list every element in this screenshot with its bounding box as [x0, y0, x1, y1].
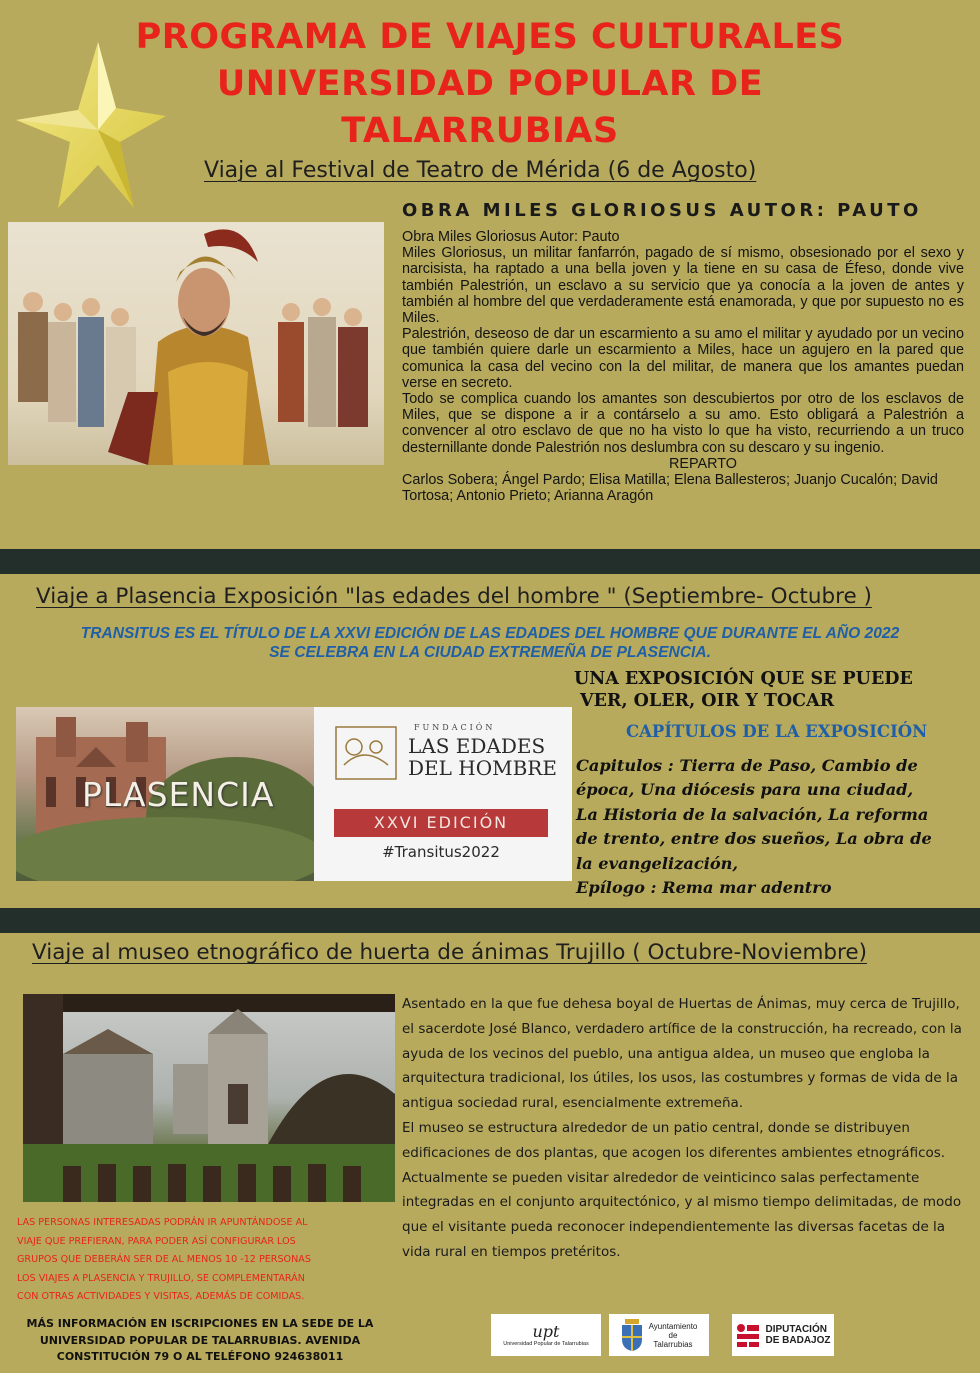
diputacion-logo-line-2: DE BADAJOZ [765, 1335, 831, 1346]
edades-name-line-2: DEL HOMBRE [408, 756, 557, 780]
trip2-chapters [576, 754, 932, 900]
trip1-cast-label: REPARTO [669, 455, 737, 472]
trip2-heading: Viaje a Plasencia Exposición "las edades del hombre " (Septiembre- Octubre ) [36, 584, 872, 609]
plasencia-label: PLASENCIA [82, 775, 275, 814]
trip2-intro [0, 624, 980, 662]
trip1-paragraph-4: Todo se complica cuando los amantes son descubiertos por otro de los esclavos de Miles, que se dispone a ir a contárselo a su amo. Esto obligará a Palestrión a convencer al otro esclavo de que no ha visto lo que ha visto, recurriendo a un truco desternillante donde Palestrión nos deslumbra con su descaro y su ingenio. [402, 391, 964, 456]
page-title-line-3: TALARRUBIAS [341, 111, 619, 151]
upt-logo-mark: upt [532, 1322, 560, 1341]
footer-info [0, 1316, 400, 1366]
footer-notice-line-3: GRUPOS QUE DEBERÁN SER DE AL MENOS 10 -12 PERSONAS [17, 1254, 311, 1266]
trip2-chapters-line-1: Capitulos : Tierra de Paso, Cambio de [576, 756, 918, 775]
trip2-chapters-title: CAPÍTULOS DE LA EXPOSICIÓN [626, 722, 928, 741]
trip3-heading: Viaje al museo etnográfico de huerta de ánimas Trujillo ( Octubre-Noviembre) [32, 940, 868, 965]
diputacion-logo [732, 1314, 834, 1356]
trip3-paragraph-2: El museo se estructura alrededor de un patio central, donde se distribuyen edificaciones de dos plantas, que acogen los diferentes ambientes etnográficos. Actualmente se pueden visitar alrededor de veinticinco salas perfectamente integradas en el conjunto arquitectónico, y al mismo tiempo delimitadas, de modo que el visitante pueda reconocer independientemente las diversas facetas de la vida rural en tiempos pretéritos. [402, 1119, 962, 1260]
trip2-expo-line-1: UNA EXPOSICIÓN QUE SE PUEDE [574, 669, 913, 689]
coat-of-arms-icon [621, 1319, 643, 1351]
trip2-chapters-line-5: la evangelización, [576, 853, 739, 873]
trip1-image [8, 222, 384, 465]
edades-logo-panel [314, 707, 572, 881]
trip2-chapters-line-2: época, Una diócesis para una ciudad, [576, 780, 914, 800]
trip2-banner-image [16, 707, 572, 881]
ayuntamiento-logo-line-3: Talarrubias [653, 1339, 693, 1349]
trip2-expo-line-2: VER, OLER, OIR Y TOCAR [580, 691, 835, 711]
trip2-intro-line-1: TRANSITUS ES EL TÍTULO DE LA XXVI EDICIÓN DE LAS EDADES DEL HOMBRE QUE DURANTE EL AÑO 2022 [80, 625, 900, 642]
edades-hashtag: #Transitus2022 [382, 843, 500, 861]
footer-info-line-1: MÁS INFORMACIÓN EN ISCRIPCIONES EN LA SEDE DE LA [26, 1317, 374, 1330]
trip2-chapters-line-3: La Historia de la salvación, La reforma [576, 804, 929, 824]
ayuntamiento-logo-line-2: de [668, 1330, 678, 1340]
trip1-paragraph-1: Obra Miles Gloriosus Autor: Pauto [402, 229, 620, 245]
section-divider-1 [0, 549, 980, 574]
trip1-cast: Carlos Sobera; Ángel Pardo; Elisa Matilla; Elena Ballesteros; Juanjo Cucalón; David Tortosa; Antonio Prieto; Arianna Aragón [402, 472, 938, 505]
trip1-subheading: OBRA MILES GLORIOSUS AUTOR: PAUTO [402, 200, 922, 221]
page-title-line-2: UNIVERSIDAD POPULAR DE [216, 64, 764, 104]
footer-info-line-3: CONSTITUCIÓN 79 O AL TELÉFONO 924638011 [56, 1350, 344, 1363]
footer-info-line-2: UNIVERSIDAD POPULAR DE TALARRUBIAS. AVENIDA [39, 1333, 361, 1347]
footer-notice-line-2: VIAJE QUE PREFIERAN, PARA PODER ASÍ CONFIGURAR LOS [17, 1235, 296, 1247]
footer-notice-line-1: LAS PERSONAS INTERESADAS PODRÁN IR APUNTÁNDOSE AL [17, 1217, 308, 1228]
page-title-line-1: PROGRAMA DE VIAJES CULTURALES [135, 17, 845, 57]
footer-notice-line-5: CON OTRAS ACTIVIDADES Y VISITAS, ADEMÁS DE COMIDAS. [17, 1291, 305, 1303]
edades-emblem-icon [334, 725, 398, 781]
trip2-chapters-line-4: de trento, entre dos sueños, La obra de [576, 829, 932, 849]
edades-edition: XXVI EDICIÓN [334, 809, 548, 837]
trip2-intro-line-2: SE CELEBRA EN LA CIUDAD EXTREMEÑA DE PLASENCIA. [269, 644, 711, 661]
trip3-paragraph-1: Asentado en la que fue dehesa boyal de Huertas de Ánimas, muy cerca de Trujillo, el sacerdote José Blanco, verdadero artífice de la construcción, ha recreado, con la ayuda de los vecinos del pueblo, una antigua aldea, un museo que engloba la arquitectura tradicional, los útiles, los usos, las costumbres y formas de vida de la antigua sociedad rural, esencialmente extremeña. [402, 996, 962, 1112]
upt-logo [491, 1314, 601, 1356]
ayuntamiento-logo-line-1: Ayuntamiento [648, 1321, 698, 1331]
trip3-image [23, 994, 395, 1202]
edades-fundacion: FUNDACIÓN [414, 723, 496, 732]
edades-name-line-1: LAS EDADES [408, 734, 546, 758]
diputacion-mark-icon [735, 1322, 761, 1348]
trip1-heading: Viaje al Festival de Teatro de Mérida (6 de Agosto) [204, 158, 757, 183]
footer-notice-line-4: LOS VIAJES A PLASENCIA Y TRUJILLO, SE COMPLEMENTARÁN [17, 1272, 305, 1284]
ayuntamiento-logo [609, 1314, 709, 1356]
trip1-paragraph-2: Miles Gloriosus, un militar fanfarrón, pagado de sí mismo, obsesionado por el sexo y narcisista, ha raptado a una bella joven y la tiene en su casa de Éfeso, donde vive también Palestrión, un esclavo a su servicio que ya conocía a la joven de antes y también al hombre del que verdaderamente está enamorada, y que por supuesto no es Miles. [402, 245, 964, 327]
upt-logo-caption: Universidad Popular de Talarrubias [503, 1341, 589, 1347]
trip1-paragraph-3: Palestrión, deseoso de dar un escarmiento a su amo el militar y ayudado por un vecino que también quiere darle un escarmiento a Miles, hace un agujero en la pared que comunica la casa del vecino con la del militar, de manera que los amantes puedan verse en secreto. [402, 326, 964, 391]
trip2-chapters-line-6: Epílogo : Rema mar adentro [576, 878, 832, 898]
diputacion-logo-line-1: DIPUTACIÓN [765, 1324, 827, 1335]
section-divider-2 [0, 908, 980, 933]
footer-notice [17, 1214, 311, 1307]
plasencia-photo [16, 707, 314, 881]
